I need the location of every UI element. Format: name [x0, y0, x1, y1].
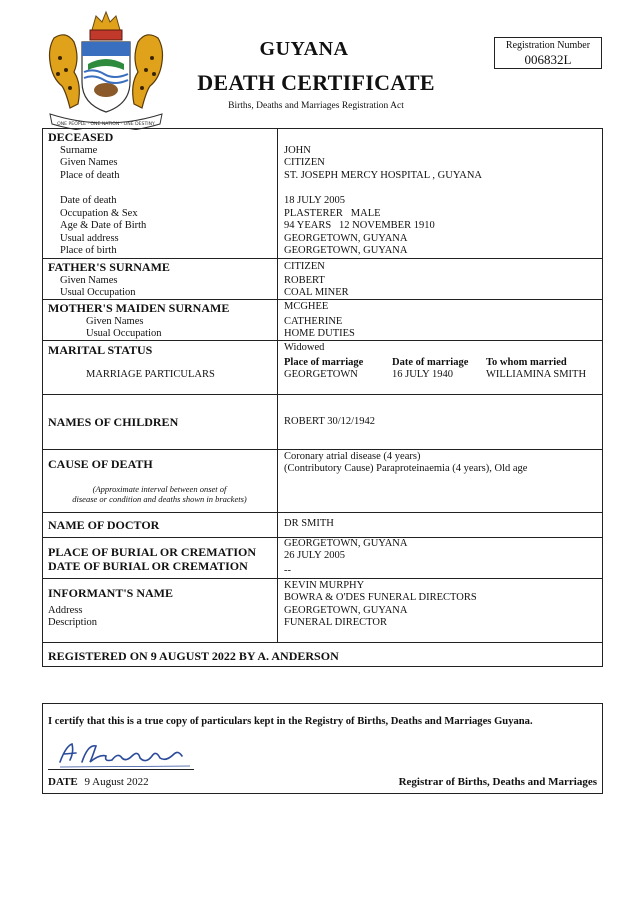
- certificate-title: DEATH CERTIFICATE: [197, 70, 435, 95]
- marital-heading: MARITAL STATUS: [48, 343, 153, 357]
- cause-heading: CAUSE OF DEATH: [48, 457, 153, 471]
- occupation-value: PLASTERER MALE: [284, 208, 381, 219]
- divider: [42, 449, 603, 450]
- to-whom-married-value: WILLIAMINA SMITH: [486, 369, 587, 380]
- father-given-value: ROBERT: [284, 275, 325, 286]
- date-of-marriage-header: Date of marriage: [392, 357, 469, 368]
- doctor-value: DR SMITH: [284, 518, 334, 529]
- informant-address-line2: GEORGETOWN, GUYANA: [284, 605, 408, 616]
- burial-date-heading: DATE OF BURIAL OR CREMATION: [48, 559, 248, 573]
- date-of-death-label: Date of death: [60, 195, 117, 206]
- informant-address-line1: BOWRA & O'DES FUNERAL DIRECTORS: [284, 592, 477, 603]
- marital-status-value: Widowed: [284, 342, 325, 353]
- informant-heading: INFORMANT'S NAME: [48, 586, 173, 600]
- date-of-death-value: 18 JULY 2005: [284, 195, 345, 206]
- signature-line: [48, 769, 194, 770]
- place-of-marriage-value: GEORGETOWN: [284, 369, 358, 380]
- doctor-heading: NAME OF DOCTOR: [48, 518, 160, 532]
- cause-line2: (Contributory Cause) Paraproteinaemia (4 years), Old age: [284, 463, 528, 474]
- children-value: ROBERT 30/12/1942: [284, 416, 376, 427]
- divider: [42, 642, 603, 643]
- mother-heading: MOTHER'S MAIDEN SURNAME: [48, 301, 230, 315]
- burial-place-heading: PLACE OF BURIAL OR CREMATION: [48, 545, 257, 559]
- place-of-marriage-header: Place of marriage: [284, 357, 364, 368]
- usual-address-label: Usual address: [60, 233, 119, 244]
- divider: [42, 512, 603, 513]
- marriage-particulars-label: MARRIAGE PARTICULARS: [86, 369, 215, 380]
- burial-place-value: GEORGETOWN, GUYANA: [284, 538, 408, 549]
- informant-address-label: Address: [48, 605, 83, 616]
- informant-description-label: Description: [48, 617, 97, 628]
- usual-address-value: GEORGETOWN, GUYANA: [284, 233, 408, 244]
- mother-given-value: CATHERINE: [284, 316, 343, 327]
- children-heading: NAMES OF CHILDREN: [48, 415, 179, 429]
- registrar-signature: [56, 738, 196, 770]
- divider: [42, 258, 603, 259]
- age-dob-value: 94 YEARS 12 NOVEMBER 1910: [284, 220, 435, 231]
- date-value: 9 August 2022: [84, 776, 149, 788]
- occupation-label: Occupation & Sex: [60, 208, 138, 219]
- to-whom-married-header: To whom married: [486, 357, 567, 368]
- registered-line: REGISTERED ON 9 AUGUST 2022 BY A. ANDERSON: [48, 649, 339, 663]
- registrar-title: Registrar of Births, Deaths and Marriages: [398, 776, 597, 788]
- burial-date-value: 26 JULY 2005: [284, 550, 345, 561]
- divider: [42, 578, 603, 579]
- father-heading: FATHER'S SURNAME: [48, 260, 170, 274]
- registration-number-box: [494, 37, 602, 69]
- informant-name-value: KEVIN MURPHY: [284, 580, 365, 591]
- registration-number-label: Registration Number: [505, 40, 591, 51]
- coat-of-arms-icon: [44, 8, 168, 130]
- cause-note-line2: disease or condition and deaths shown in brackets): [72, 494, 247, 504]
- svg-text:ONE PEOPLE · ONE NATION · ONE: ONE PEOPLE · ONE NATION · ONE DESTINY: [57, 122, 155, 127]
- place-of-death-label: Place of death: [60, 170, 120, 181]
- date-of-marriage-value: 16 JULY 1940: [392, 369, 453, 380]
- place-of-death-value: ST. JOSEPH MERCY HOSPITAL , GUYANA: [284, 170, 482, 181]
- cause-line1: Coronary atrial disease (4 years): [284, 451, 421, 462]
- cause-note-line1: (Approximate interval between onset of: [92, 484, 227, 494]
- burial-extra-value: --: [284, 565, 291, 576]
- given-names-value: CITIZEN: [284, 157, 325, 168]
- father-surname-value: CITIZEN: [284, 261, 325, 272]
- given-names-label: Given Names: [60, 157, 118, 168]
- country-title: GUYANA: [259, 38, 349, 60]
- date-label: DATE: [48, 776, 78, 788]
- mother-given-label: Given Names: [86, 316, 144, 327]
- surname-label: Surname: [60, 145, 98, 156]
- mother-occupation-value: HOME DUTIES: [284, 328, 355, 339]
- surname-value: JOHN: [284, 145, 311, 156]
- mother-occupation-label: Usual Occupation: [86, 328, 162, 339]
- father-occupation-label: Usual Occupation: [60, 287, 136, 298]
- registration-number: 006832L: [524, 52, 572, 67]
- mother-surname-value: MCGHEE: [284, 301, 329, 312]
- father-given-label: Given Names: [60, 275, 118, 286]
- place-of-birth-value: GEORGETOWN, GUYANA: [284, 245, 408, 256]
- certify-date: [48, 776, 149, 788]
- certify-statement: I certify that this is a true copy of particulars kept in the Registry of Births, Deaths and Marriages Guyana.: [48, 716, 533, 727]
- informant-description-value: FUNERAL DIRECTOR: [284, 617, 387, 628]
- age-dob-label: Age & Date of Birth: [60, 220, 147, 231]
- divider: [42, 394, 603, 395]
- father-occupation-value: COAL MINER: [284, 287, 349, 298]
- deceased-heading: DECEASED: [48, 130, 114, 144]
- registration-act: Births, Deaths and Marriages Registration Act: [228, 101, 404, 111]
- place-of-birth-label: Place of birth: [60, 245, 117, 256]
- column-divider: [277, 128, 278, 642]
